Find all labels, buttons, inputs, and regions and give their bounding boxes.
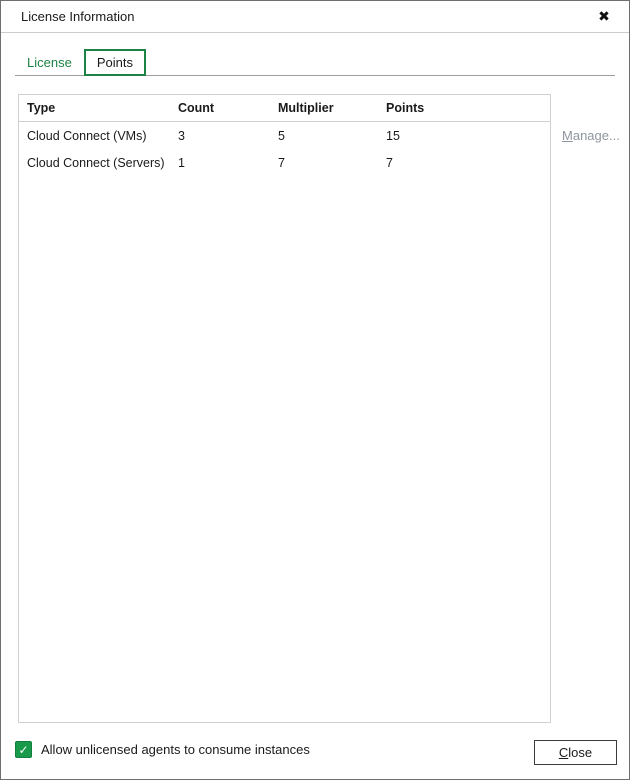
cell-multiplier: 5 (278, 128, 285, 143)
table-header-row (19, 95, 550, 122)
cell-type: Cloud Connect (Servers) (27, 155, 165, 170)
column-header-points[interactable]: Points (386, 101, 425, 115)
manage-button-mnemonic: M (562, 128, 573, 143)
column-header-count[interactable]: Count (178, 101, 215, 115)
checkmark-icon: ✓ (18, 742, 29, 757)
dialog-title: License Information (21, 9, 135, 24)
table-row[interactable] (19, 122, 550, 149)
checkbox-checked[interactable] (15, 741, 32, 758)
column-header-multiplier[interactable]: Multiplier (278, 101, 334, 115)
tab-bar (15, 49, 615, 76)
tab-points-label: Points (96, 55, 133, 70)
cell-count: 1 (178, 155, 185, 170)
close-button-label-rest: lose (568, 745, 593, 760)
points-table (18, 94, 551, 723)
manage-button-label-rest: anage... (572, 128, 620, 143)
close-icon[interactable]: ✖ (598, 8, 610, 24)
manage-button[interactable] (562, 128, 620, 143)
titlebar (1, 1, 629, 33)
close-button-mnemonic: C (558, 745, 569, 760)
column-header-type[interactable]: Type (27, 101, 56, 115)
tab-license[interactable] (15, 49, 84, 75)
cell-points: 15 (386, 128, 400, 143)
tab-license-label: License (27, 54, 72, 70)
close-button[interactable] (534, 740, 617, 765)
cell-type: Cloud Connect (VMs) (27, 128, 147, 143)
cell-multiplier: 7 (278, 155, 285, 170)
checkbox-label: Allow unlicensed agents to consume instances (41, 742, 310, 757)
table-row[interactable] (19, 149, 550, 176)
cell-count: 3 (178, 128, 185, 143)
allow-unlicensed-agents-checkbox-row[interactable] (15, 741, 310, 758)
tab-points[interactable] (84, 49, 146, 76)
cell-points: 7 (386, 155, 393, 170)
